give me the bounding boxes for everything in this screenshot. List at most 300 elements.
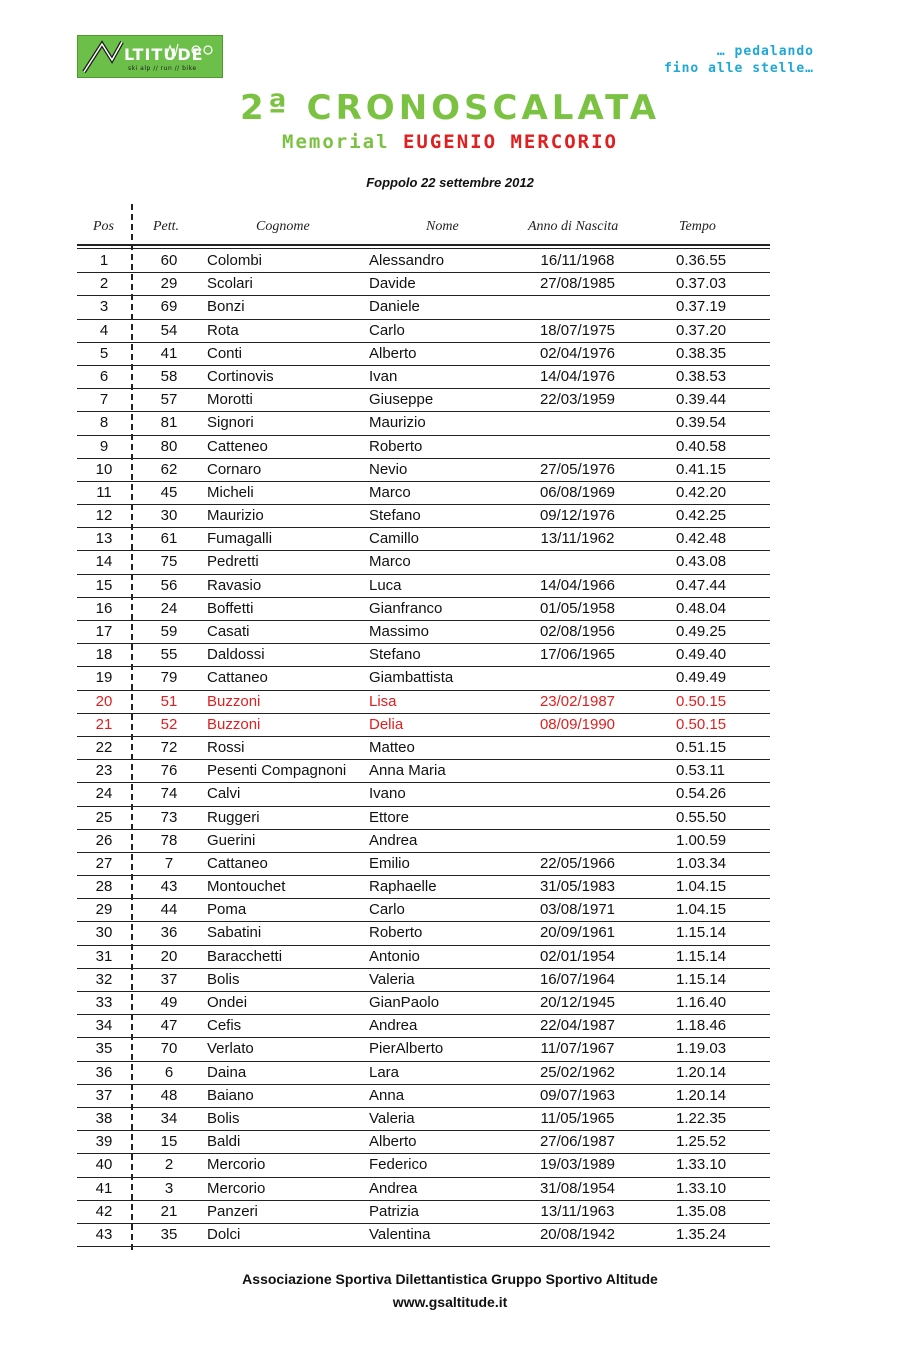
cell-pos: 27 bbox=[95, 854, 113, 872]
table-row bbox=[77, 714, 770, 737]
cell-tempo: 1.25.52 bbox=[676, 1133, 727, 1151]
cell-nome: Nevio bbox=[369, 460, 408, 478]
table-row bbox=[77, 575, 770, 598]
cell-nome: Anna bbox=[369, 1086, 405, 1104]
cell-nome: Ivan bbox=[369, 367, 398, 385]
cell-nome: Roberto bbox=[369, 437, 423, 455]
tagline bbox=[664, 43, 814, 77]
cell-nome: Anna Maria bbox=[369, 762, 446, 780]
cell-pett: 44 bbox=[160, 901, 178, 919]
table-row bbox=[77, 459, 770, 482]
cell-cognome: Conti bbox=[207, 344, 243, 362]
cell-nome: Emilio bbox=[369, 854, 410, 872]
cell-pett: 56 bbox=[160, 576, 178, 594]
cell-tempo: 1.15.14 bbox=[676, 947, 727, 965]
cell-nome: Alessandro bbox=[369, 252, 445, 269]
cell-anno: 08/09/1990 bbox=[539, 715, 616, 733]
footer-organization: Associazione Sportiva Dilettantistica Gruppo Sportivo Altitude bbox=[242, 1271, 658, 1287]
cell-cognome: Baiano bbox=[207, 1086, 254, 1104]
cell-pett: 79 bbox=[160, 669, 178, 687]
cell-cognome: Calvi bbox=[207, 785, 241, 803]
cell-nome: Andrea bbox=[369, 831, 418, 849]
cell-pos: 34 bbox=[95, 1017, 113, 1035]
cell-pos: 12 bbox=[95, 507, 113, 525]
cell-tempo: 0.39.54 bbox=[676, 414, 727, 432]
cell-pos: 4 bbox=[99, 321, 109, 339]
cell-tempo: 1.15.14 bbox=[676, 970, 727, 988]
cell-pett: 59 bbox=[160, 623, 178, 640]
table-row bbox=[77, 1085, 770, 1108]
table-row bbox=[77, 505, 770, 528]
cell-cognome: Pedretti bbox=[207, 553, 259, 571]
table-row bbox=[77, 528, 770, 551]
cell-tempo: 0.37.19 bbox=[676, 298, 727, 316]
cell-pos: 23 bbox=[95, 762, 113, 780]
cell-anno: 27/06/1987 bbox=[539, 1133, 616, 1151]
cell-anno: 20/09/1961 bbox=[539, 924, 616, 942]
table-row bbox=[77, 273, 770, 296]
table-row bbox=[77, 667, 770, 690]
table-row bbox=[77, 343, 770, 366]
cell-tempo: 1.04.15 bbox=[676, 901, 727, 919]
cell-pos: 10 bbox=[95, 460, 113, 478]
cell-anno: 09/07/1963 bbox=[539, 1086, 616, 1104]
cell-pos: 35 bbox=[95, 1040, 113, 1058]
cell-cognome: Dolci bbox=[207, 1225, 241, 1243]
cell-cognome: Casati bbox=[207, 623, 250, 640]
table-row bbox=[77, 899, 770, 922]
cell-anno: 27/08/1985 bbox=[539, 275, 616, 293]
cell-nome: Davide bbox=[369, 275, 416, 293]
cell-cognome: Daina bbox=[207, 1063, 247, 1081]
cell-tempo: 0.49.49 bbox=[676, 669, 727, 687]
cell-pos: 8 bbox=[99, 414, 109, 432]
column-header-pett: Pett. bbox=[153, 219, 180, 234]
cell-pett: 48 bbox=[160, 1086, 178, 1104]
cell-anno: 18/07/1975 bbox=[539, 321, 616, 339]
cell-tempo: 0.49.25 bbox=[676, 623, 727, 640]
cell-anno: 16/07/1964 bbox=[539, 970, 616, 988]
cell-anno: 11/07/1967 bbox=[540, 1040, 615, 1058]
cell-pett: 55 bbox=[160, 646, 178, 664]
cell-pett: 29 bbox=[160, 275, 178, 293]
table-row bbox=[77, 436, 770, 459]
cell-pos: 9 bbox=[99, 437, 109, 455]
cell-cognome: Cefis bbox=[207, 1017, 242, 1035]
cell-cognome: Morotti bbox=[207, 391, 253, 409]
cell-nome: Andrea bbox=[369, 1179, 418, 1197]
cell-pett: 15 bbox=[160, 1133, 178, 1151]
cell-nome: Maurizio bbox=[369, 414, 426, 432]
cell-pett: 52 bbox=[160, 715, 178, 733]
cell-tempo: 0.38.53 bbox=[676, 367, 727, 385]
cell-cognome: Maurizio bbox=[207, 507, 264, 525]
cell-cognome: Bonzi bbox=[207, 298, 245, 316]
cell-pett: 2 bbox=[164, 1156, 174, 1174]
cell-tempo: 0.49.40 bbox=[676, 646, 727, 664]
cell-anno: 11/05/1965 bbox=[540, 1109, 615, 1127]
cell-anno: 22/05/1966 bbox=[539, 854, 616, 872]
cell-anno: 14/04/1966 bbox=[539, 576, 616, 594]
results-table bbox=[77, 250, 770, 1247]
cell-nome: Alberto bbox=[369, 344, 417, 362]
table-row bbox=[77, 551, 770, 574]
cell-pos: 39 bbox=[95, 1133, 113, 1151]
cell-cognome: Pesenti Compagnoni bbox=[207, 762, 347, 780]
subtitle-name: EUGENIO MERCORIO bbox=[402, 131, 618, 153]
cell-cognome: Signori bbox=[207, 414, 254, 432]
cell-pett: 6 bbox=[164, 1063, 174, 1081]
cell-anno: 19/03/1989 bbox=[539, 1156, 616, 1174]
cell-nome: Lisa bbox=[369, 692, 397, 710]
cell-cognome: Rossi bbox=[207, 738, 245, 756]
tagline-line2: fino alle stelle… bbox=[663, 61, 814, 76]
cell-anno: 01/05/1958 bbox=[539, 599, 616, 617]
cell-pos: 18 bbox=[95, 646, 113, 664]
cell-pos: 16 bbox=[95, 599, 113, 617]
cell-nome: Roberto bbox=[369, 924, 423, 942]
cell-nome: Delia bbox=[369, 715, 404, 733]
cell-cognome: Scolari bbox=[207, 275, 253, 293]
cell-pett: 60 bbox=[160, 252, 178, 269]
cell-cognome: Panzeri bbox=[207, 1202, 258, 1220]
cell-cognome: Micheli bbox=[207, 483, 254, 501]
cell-nome: Marco bbox=[369, 483, 411, 501]
cell-pos: 29 bbox=[95, 901, 113, 919]
cell-nome: GianPaolo bbox=[369, 994, 440, 1011]
cell-cognome: Montouchet bbox=[207, 878, 286, 896]
table-row bbox=[77, 1224, 770, 1247]
cell-cognome: Cornaro bbox=[207, 460, 262, 478]
table-row bbox=[77, 1108, 770, 1131]
cell-pos: 15 bbox=[95, 576, 113, 594]
cell-cognome: Cattaneo bbox=[207, 669, 268, 687]
subtitle-memorial: Memorial bbox=[282, 131, 390, 153]
table-row bbox=[77, 644, 770, 667]
cell-pos: 6 bbox=[99, 367, 109, 385]
table-row bbox=[77, 482, 770, 505]
cell-tempo: 1.35.24 bbox=[676, 1225, 727, 1243]
cell-anno: 27/05/1976 bbox=[539, 460, 616, 478]
cell-anno: 13/11/1962 bbox=[540, 530, 615, 548]
cell-nome: Ivano bbox=[369, 785, 406, 803]
cell-cognome: Baldi bbox=[207, 1133, 241, 1151]
cell-anno: 17/06/1965 bbox=[539, 646, 616, 664]
cell-pett: 41 bbox=[160, 344, 178, 362]
cell-pos: 38 bbox=[95, 1109, 113, 1127]
cell-anno: 13/11/1963 bbox=[540, 1202, 615, 1220]
cell-pos: 7 bbox=[99, 391, 109, 409]
cell-anno: 31/08/1954 bbox=[539, 1179, 616, 1197]
table-row bbox=[77, 1201, 770, 1224]
cell-tempo: 0.53.11 bbox=[676, 762, 725, 780]
cell-cognome: Daldossi bbox=[207, 646, 265, 664]
table-header bbox=[77, 214, 770, 244]
cell-pett: 78 bbox=[160, 831, 178, 849]
altitude-logo bbox=[77, 35, 223, 78]
cell-tempo: 0.48.04 bbox=[676, 599, 727, 617]
table-row bbox=[77, 992, 770, 1015]
cell-pett: 7 bbox=[164, 854, 174, 872]
table-row bbox=[77, 922, 770, 945]
cell-pos: 11 bbox=[96, 483, 112, 501]
table-row bbox=[77, 412, 770, 435]
cell-anno: 02/08/1956 bbox=[539, 623, 616, 640]
cell-pett: 62 bbox=[160, 460, 178, 478]
cell-nome: Patrizia bbox=[369, 1202, 420, 1220]
cell-pett: 24 bbox=[160, 599, 178, 617]
cell-tempo: 1.20.14 bbox=[676, 1063, 727, 1081]
cell-cognome: Catteneo bbox=[207, 437, 268, 455]
cell-nome: Matteo bbox=[369, 738, 415, 756]
cell-tempo: 0.40.58 bbox=[676, 437, 727, 455]
cell-pett: 3 bbox=[164, 1179, 174, 1197]
cell-anno: 02/04/1976 bbox=[539, 344, 616, 362]
cell-nome: Carlo bbox=[369, 321, 405, 339]
cell-anno: 14/04/1976 bbox=[539, 367, 616, 385]
cell-anno: 03/08/1971 bbox=[539, 901, 616, 919]
cell-anno: 25/02/1962 bbox=[539, 1063, 616, 1081]
table-row bbox=[77, 621, 770, 644]
header-rule-thin bbox=[77, 248, 770, 249]
table-row bbox=[77, 1154, 770, 1177]
column-header-tempo: Tempo bbox=[679, 219, 716, 234]
cell-pett: 54 bbox=[160, 321, 178, 339]
cell-tempo: 1.16.40 bbox=[676, 994, 727, 1011]
cell-cognome: Guerini bbox=[207, 831, 256, 849]
cell-pett: 81 bbox=[160, 414, 178, 432]
cell-tempo: 0.38.35 bbox=[676, 344, 727, 362]
cell-tempo: 0.54.26 bbox=[676, 785, 727, 803]
cell-nome: Raphaelle bbox=[369, 878, 437, 896]
cell-tempo: 1.04.15 bbox=[676, 878, 727, 896]
cell-pos: 14 bbox=[95, 553, 113, 571]
column-header-pos: Pos bbox=[93, 219, 114, 234]
cell-nome: Federico bbox=[369, 1156, 428, 1174]
column-header-cognome: Cognome bbox=[256, 219, 310, 234]
cell-tempo: 0.43.08 bbox=[676, 553, 727, 571]
cell-tempo: 0.42.25 bbox=[676, 507, 727, 525]
table-row bbox=[77, 946, 770, 969]
cell-pett: 35 bbox=[160, 1225, 178, 1243]
cell-pett: 76 bbox=[160, 762, 178, 780]
cell-pett: 45 bbox=[160, 483, 178, 501]
cell-pett: 43 bbox=[160, 878, 178, 896]
table-row bbox=[77, 830, 770, 853]
page-title: 2ª CRONOSCALATA bbox=[239, 88, 661, 128]
cell-tempo: 1.35.08 bbox=[676, 1202, 727, 1220]
cell-pett: 37 bbox=[160, 970, 178, 988]
cell-nome: Carlo bbox=[369, 901, 405, 919]
cell-pos: 31 bbox=[95, 947, 113, 965]
cell-nome: Daniele bbox=[369, 298, 420, 316]
cell-cognome: Sabatini bbox=[207, 924, 262, 942]
cell-cognome: Bolis bbox=[207, 970, 240, 988]
column-header-anno: Anno di Nascita bbox=[528, 219, 619, 234]
table-row bbox=[77, 969, 770, 992]
cell-tempo: 0.39.44 bbox=[676, 391, 727, 409]
cell-cognome: Rota bbox=[207, 321, 239, 339]
cell-anno: 02/01/1954 bbox=[539, 947, 616, 965]
table-row bbox=[77, 691, 770, 714]
cell-pett: 69 bbox=[160, 298, 178, 316]
cell-tempo: 1.18.46 bbox=[676, 1017, 727, 1035]
cell-tempo: 1.20.14 bbox=[676, 1086, 727, 1104]
cell-pos: 37 bbox=[95, 1086, 113, 1104]
table-row bbox=[77, 1178, 770, 1201]
cell-nome: Gianfranco bbox=[369, 599, 443, 617]
cell-nome: Giambattista bbox=[369, 669, 454, 687]
cell-pos: 21 bbox=[95, 715, 113, 733]
table-row bbox=[77, 1131, 770, 1154]
footer bbox=[0, 1268, 900, 1314]
cell-pett: 21 bbox=[160, 1202, 178, 1220]
cell-cognome: Fumagalli bbox=[207, 530, 273, 548]
cell-anno: 16/11/1968 bbox=[540, 252, 615, 269]
cell-pett: 51 bbox=[160, 692, 178, 710]
cell-nome: Lara bbox=[369, 1063, 400, 1081]
table-row bbox=[77, 1062, 770, 1085]
logo-subtext: ski alp // run // bike bbox=[128, 65, 197, 72]
table-row bbox=[77, 760, 770, 783]
table-row bbox=[77, 783, 770, 806]
cell-cognome: Poma bbox=[207, 901, 247, 919]
cell-anno: 23/02/1987 bbox=[539, 692, 616, 710]
cell-tempo: 0.55.50 bbox=[676, 808, 727, 826]
cell-pos: 25 bbox=[95, 808, 113, 826]
cell-pos: 19 bbox=[95, 669, 113, 687]
cell-nome: Valentina bbox=[369, 1225, 431, 1243]
table-row bbox=[77, 320, 770, 343]
cell-anno: 06/08/1969 bbox=[539, 483, 616, 501]
cell-nome: Valeria bbox=[369, 1109, 415, 1127]
cell-anno: 20/12/1945 bbox=[539, 994, 616, 1011]
cell-tempo: 1.33.10 bbox=[676, 1156, 727, 1174]
cell-pos: 33 bbox=[95, 994, 113, 1011]
cell-nome: Luca bbox=[369, 576, 402, 594]
column-separator bbox=[131, 204, 133, 1250]
table-row bbox=[77, 737, 770, 760]
cell-cognome: Boffetti bbox=[207, 599, 254, 617]
cell-nome: Massimo bbox=[369, 623, 430, 640]
table-row bbox=[77, 1038, 770, 1061]
cell-tempo: 1.15.14 bbox=[676, 924, 727, 942]
cell-pett: 57 bbox=[160, 391, 178, 409]
cell-pett: 30 bbox=[160, 507, 178, 525]
cell-cognome: Mercorio bbox=[207, 1179, 266, 1197]
table-row bbox=[77, 250, 770, 273]
cell-tempo: 0.47.44 bbox=[676, 576, 727, 594]
cell-pett: 58 bbox=[160, 367, 178, 385]
column-header-nome: Nome bbox=[426, 219, 459, 234]
cell-pos: 17 bbox=[95, 623, 113, 640]
cell-tempo: 0.36.55 bbox=[676, 252, 727, 269]
cell-pett: 74 bbox=[160, 785, 178, 803]
cell-tempo: 0.37.03 bbox=[676, 275, 727, 293]
cell-tempo: 0.42.20 bbox=[676, 483, 727, 501]
cell-cognome: Bolis bbox=[207, 1109, 240, 1127]
cell-cognome: Buzzoni bbox=[207, 715, 261, 733]
cell-cognome: Cattaneo bbox=[207, 854, 268, 872]
cell-nome: Alberto bbox=[369, 1133, 417, 1151]
cell-pos: 26 bbox=[95, 831, 113, 849]
cell-pos: 32 bbox=[95, 970, 113, 988]
cell-pett: 36 bbox=[160, 924, 178, 942]
table-row bbox=[77, 296, 770, 319]
cell-nome: Stefano bbox=[369, 507, 421, 525]
cell-anno: 31/05/1983 bbox=[539, 878, 616, 896]
cell-pett: 49 bbox=[160, 994, 178, 1011]
cell-pos: 22 bbox=[95, 738, 113, 756]
cell-pett: 73 bbox=[160, 808, 178, 826]
table-row bbox=[77, 876, 770, 899]
cell-pos: 30 bbox=[95, 924, 113, 942]
cell-cognome: Baracchetti bbox=[207, 947, 283, 965]
cell-pett: 34 bbox=[160, 1109, 178, 1127]
table-row bbox=[77, 366, 770, 389]
subtitle bbox=[0, 131, 900, 153]
cell-pos: 28 bbox=[95, 878, 113, 896]
cell-cognome: Cortinovis bbox=[207, 367, 274, 385]
cell-pett: 72 bbox=[160, 738, 178, 756]
cell-tempo: 1.33.10 bbox=[676, 1179, 727, 1197]
cell-tempo: 0.41.15 bbox=[676, 460, 727, 478]
cell-pos: 3 bbox=[99, 298, 109, 316]
table-row bbox=[77, 389, 770, 412]
cell-anno: 20/08/1942 bbox=[539, 1225, 616, 1243]
cell-cognome: Mercorio bbox=[207, 1156, 266, 1174]
cell-pett: 47 bbox=[160, 1017, 178, 1035]
cell-tempo: 0.50.15 bbox=[676, 692, 727, 710]
cell-pett: 20 bbox=[160, 947, 178, 965]
footer-website[interactable]: www.gsaltitude.it bbox=[392, 1294, 508, 1310]
cell-nome: Valeria bbox=[369, 970, 415, 988]
cell-tempo: 1.19.03 bbox=[676, 1040, 727, 1058]
cell-nome: Ettore bbox=[369, 808, 410, 826]
cell-cognome: Ravasio bbox=[207, 576, 262, 594]
cell-nome: Marco bbox=[369, 553, 411, 571]
table-row bbox=[77, 853, 770, 876]
cell-nome: Stefano bbox=[369, 646, 421, 664]
cell-pos: 13 bbox=[95, 530, 113, 548]
cell-nome: Camillo bbox=[369, 530, 420, 548]
table-row bbox=[77, 598, 770, 621]
cell-nome: Antonio bbox=[369, 947, 420, 965]
cell-cognome: Ondei bbox=[207, 994, 248, 1011]
cell-tempo: 0.42.48 bbox=[676, 530, 727, 548]
cell-anno: 22/04/1987 bbox=[539, 1017, 616, 1035]
header-rule-thick bbox=[77, 244, 770, 246]
logo-text: LTITUDE bbox=[124, 45, 204, 64]
cell-anno: 22/03/1959 bbox=[539, 391, 616, 409]
cell-pos: 36 bbox=[95, 1063, 113, 1081]
cell-pos: 43 bbox=[95, 1225, 113, 1243]
table-row bbox=[77, 807, 770, 830]
cell-tempo: 0.50.15 bbox=[676, 715, 727, 733]
cell-tempo: 0.37.20 bbox=[676, 321, 727, 339]
cell-tempo: 1.22.35 bbox=[676, 1109, 727, 1127]
cell-pos: 1 bbox=[99, 252, 109, 269]
cell-cognome: Buzzoni bbox=[207, 692, 261, 710]
cell-tempo: 0.51.15 bbox=[676, 738, 727, 756]
cell-pett: 75 bbox=[160, 553, 178, 571]
cell-nome: PierAlberto bbox=[369, 1040, 444, 1058]
cell-pett: 80 bbox=[160, 437, 178, 455]
cell-tempo: 1.00.59 bbox=[676, 831, 727, 849]
cell-pos: 42 bbox=[95, 1202, 113, 1220]
cell-anno: 09/12/1976 bbox=[539, 507, 616, 525]
tagline-line1: … pedalando bbox=[716, 44, 814, 59]
